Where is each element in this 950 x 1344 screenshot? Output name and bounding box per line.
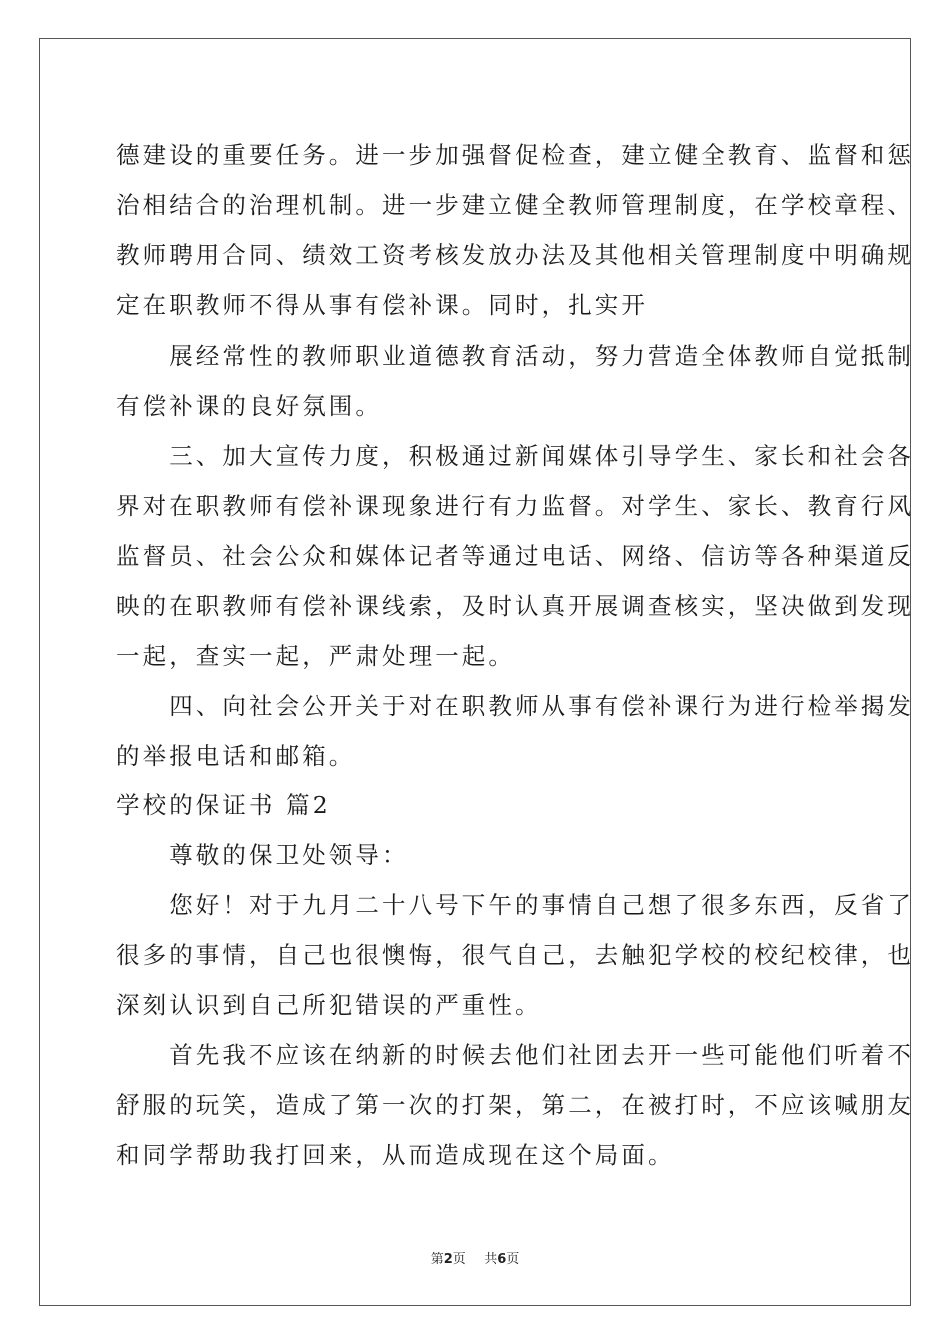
text-line: 定在职教师不得从事有偿补课。同时，扎实开 <box>116 291 648 319</box>
text-line: 有偿补课的良好氛围。 <box>116 392 382 420</box>
page-footer <box>0 1248 950 1267</box>
text-line: 映的在职教师有偿补课线索，及时认真开展调查核实，坚决做到发现 <box>116 592 914 620</box>
text-line: 很多的事情，自己也很懊悔，很气自己，去触犯学校的校纪校律，也 <box>116 941 914 969</box>
page-prefix: 第 <box>430 1252 444 1267</box>
text-line: 教师聘用合同、绩效工资考核发放办法及其他相关管理制度中明确规 <box>116 241 914 269</box>
total-suffix: 页 <box>506 1252 520 1267</box>
text-line: 四、向社会公开关于对在职教师从事有偿补课行为进行检举揭发 <box>116 692 914 720</box>
text-line: 界对在职教师有偿补课现象进行有力监督。对学生、家长、教育行风 <box>116 492 914 520</box>
text-line: 三、加大宣传力度，积极通过新闻媒体引导学生、家长和社会各 <box>116 442 914 470</box>
text-line: 治相结合的治理机制。进一步建立健全教师管理制度，在学校章程、 <box>116 191 914 219</box>
text-line: 展经常性的教师职业道德教育活动，努力营造全体教师自觉抵制 <box>116 342 914 370</box>
total-prefix: 共 <box>484 1252 498 1267</box>
text-line: 监督员、社会公众和媒体记者等通过电话、网络、信访等各种渠道反 <box>116 542 914 570</box>
text-line: 您好！对于九月二十八号下午的事情自己想了很多东西，反省了 <box>116 891 914 919</box>
page-suffix: 页 <box>452 1252 466 1267</box>
text-line: 深刻认识到自己所犯错误的严重性。 <box>116 991 542 1019</box>
total-pages: 6 <box>497 1252 507 1267</box>
page-number: 2 <box>443 1252 453 1267</box>
text-line: 德建设的重要任务。进一步加强督促检查，建立健全教育、监督和惩 <box>116 141 914 169</box>
text-line: 舒服的玩笑，造成了第一次的打架，第二，在被打时，不应该喊朋友 <box>116 1091 914 1119</box>
text-line: 的举报电话和邮箱。 <box>116 742 356 770</box>
text-line: 首先我不应该在纳新的时候去他们社团去开一些可能他们听着不 <box>116 1041 914 1069</box>
text-line: 一起，查实一起，严肃处理一起。 <box>116 642 515 670</box>
section-heading: 学校的保证书 篇2 <box>116 791 331 819</box>
text-line: 和同学帮助我打回来，从而造成现在这个局面。 <box>116 1141 675 1169</box>
salutation: 尊敬的保卫处领导： <box>116 841 409 869</box>
